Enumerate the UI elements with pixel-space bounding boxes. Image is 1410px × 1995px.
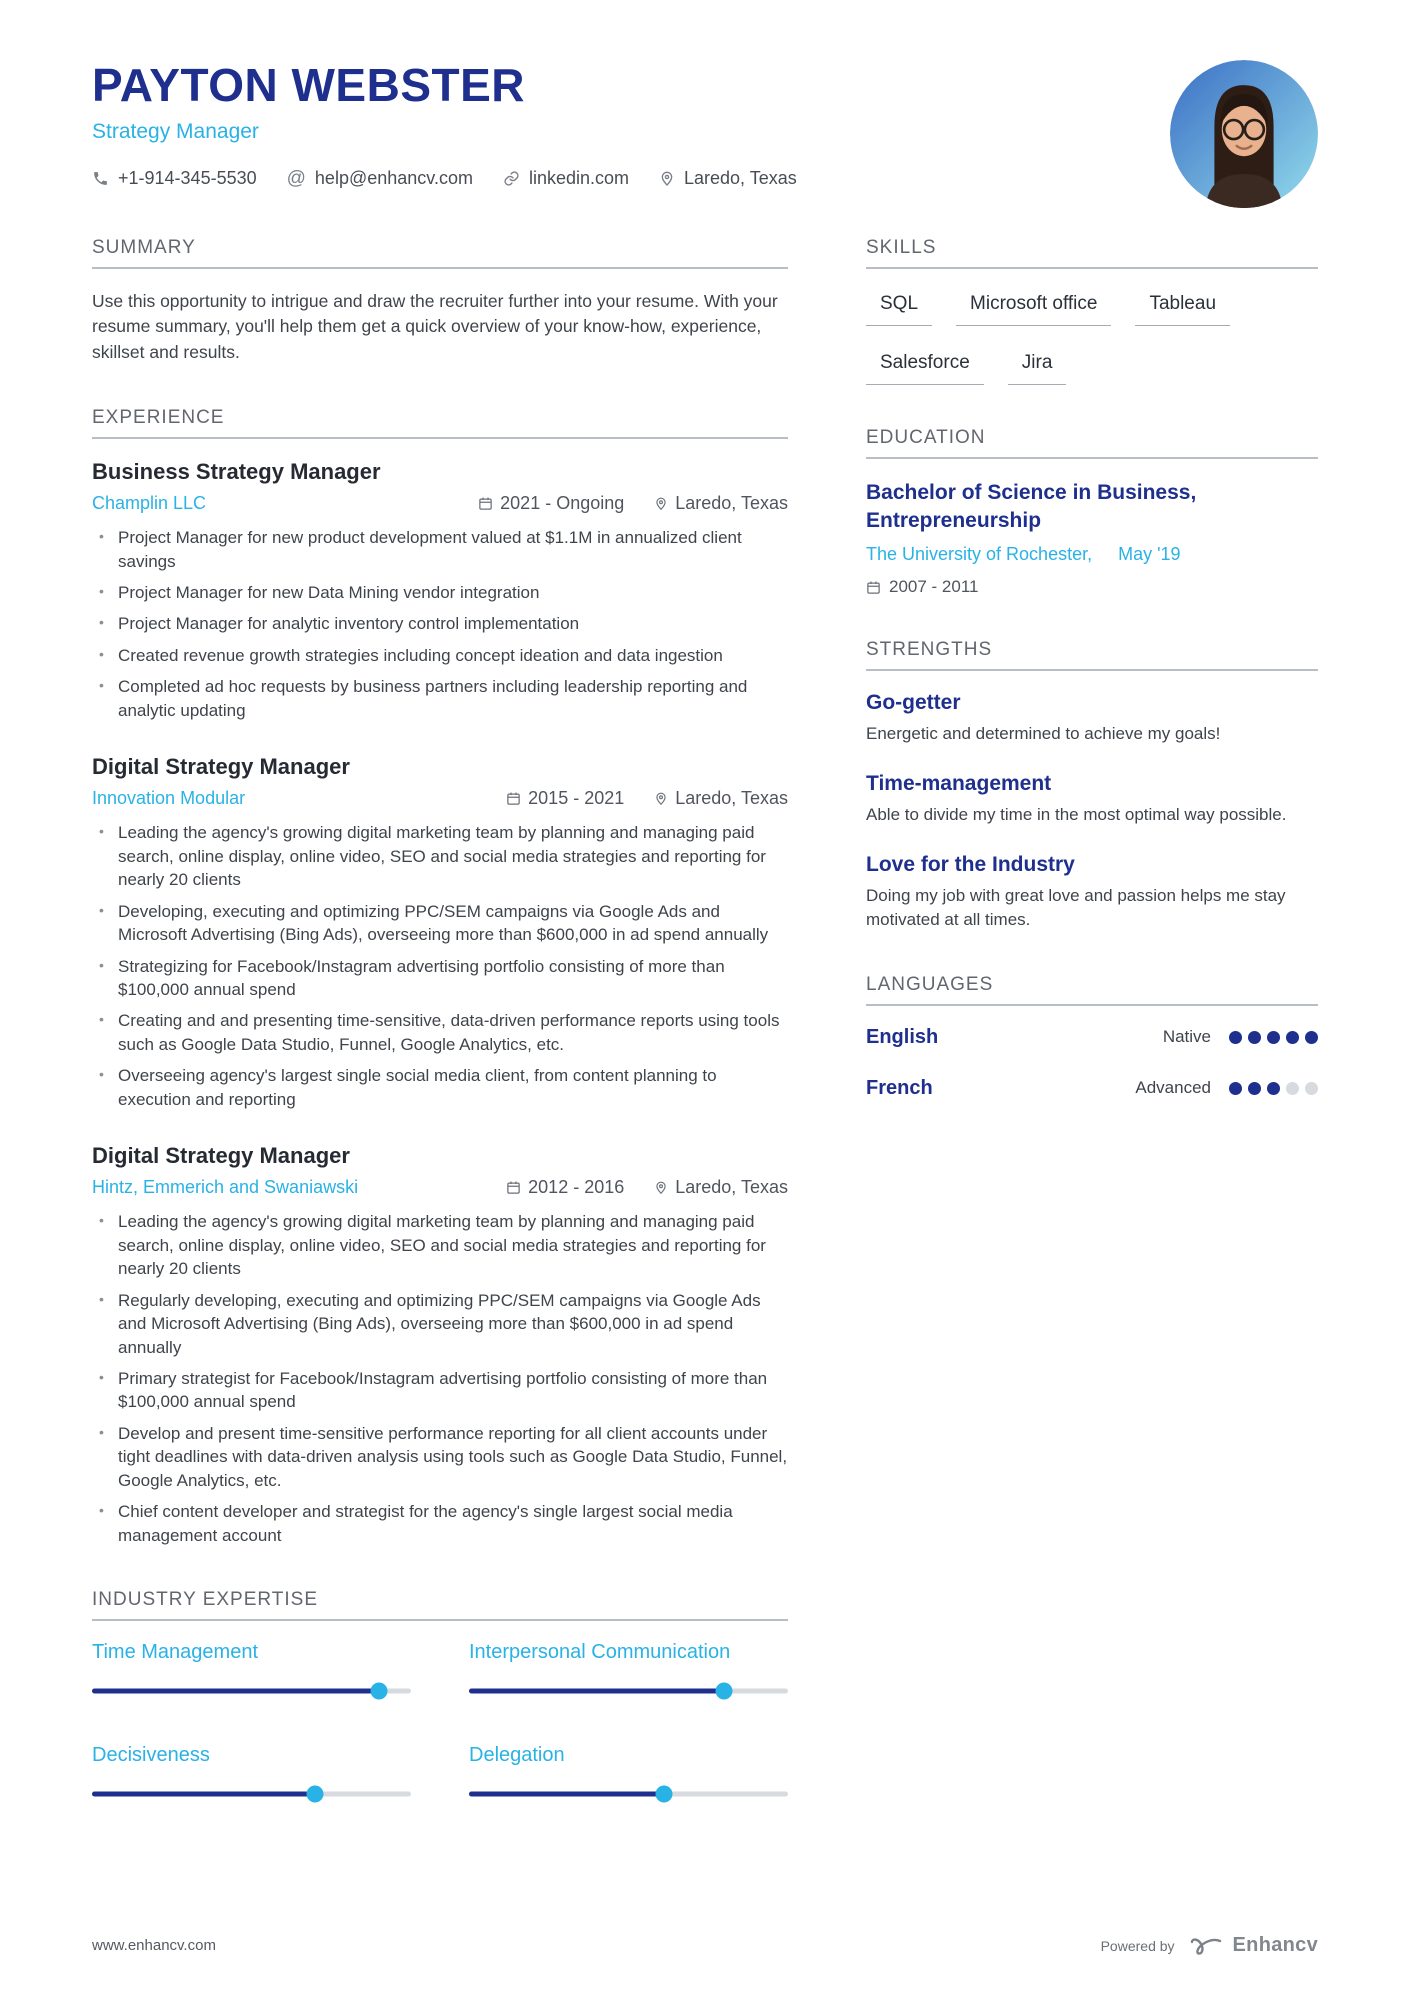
bullet: • Developing, executing and optimizing PPC/SEM campaigns via Google Ads and Microsoft Advertising (Bing Ads), overseeing more than $600,000 in ad spend annually: [92, 900, 788, 947]
job-dates-text: 2012 - 2016: [528, 1177, 625, 1198]
dot: [1267, 1031, 1280, 1044]
company-name: Champlin LLC: [92, 493, 207, 514]
skill-tag: Tableau: [1135, 293, 1230, 326]
expertise-slider: [92, 1682, 411, 1700]
skills-tags: [866, 289, 1318, 385]
bullet: • Created revenue growth strategies including concept ideation and data ingestion: [92, 644, 788, 667]
footer: [92, 1890, 1318, 1957]
bullet: • Strategizing for Facebook/Instagram advertising portfolio consisting of more than $100,000 annual spend: [92, 955, 788, 1002]
footer-brand: [1101, 1934, 1318, 1957]
strength-title: Go-getter: [866, 691, 961, 715]
slider-thumb[interactable]: [655, 1786, 672, 1803]
skill-tag: Jira: [1008, 352, 1067, 385]
graduation-date: May '19: [1118, 544, 1181, 565]
phone-contact: [92, 168, 257, 189]
brand-name: Enhancv: [1232, 1934, 1318, 1956]
dot: [1305, 1031, 1318, 1044]
bullet: • Leading the agency's growing digital marketing team by planning and managing paid search, online display, online video, SEO and social media strategies and reporting for nearly 20 clients: [92, 821, 788, 891]
expertise-grid: [92, 1641, 788, 1803]
calendar-icon: [506, 791, 521, 806]
industry-expertise-heading: INDUSTRY EXPERTISE: [92, 1589, 788, 1621]
strengths-section: [866, 639, 1318, 931]
job-location: [654, 1177, 788, 1198]
slider-fill: [92, 1689, 379, 1694]
job-title: Digital Strategy Manager: [92, 754, 350, 780]
skills-section: [866, 237, 1318, 385]
slider-thumb[interactable]: [716, 1683, 733, 1700]
job-bullets: [92, 1210, 788, 1547]
dot: [1229, 1031, 1242, 1044]
avatar: [1170, 60, 1318, 208]
education-dates-text: 2007 - 2011: [889, 577, 979, 597]
calendar-icon: [478, 496, 493, 511]
enhancv-site-link[interactable]: www.enhancv.com: [92, 1937, 216, 1954]
link-icon: [503, 170, 520, 187]
skills-heading: SKILLS: [866, 237, 1318, 269]
location-icon: [659, 171, 675, 187]
header: [92, 58, 1318, 189]
slider-fill: [469, 1792, 664, 1797]
strength-item: [866, 853, 1318, 932]
strength-title: Love for the Industry: [866, 853, 1075, 877]
location-icon: [654, 1181, 668, 1195]
dot: [1267, 1082, 1280, 1095]
dot: [1248, 1031, 1261, 1044]
dot: [1305, 1082, 1318, 1095]
expertise-item: [92, 1641, 411, 1700]
job-entry: [92, 459, 788, 722]
calendar-icon: [866, 580, 881, 595]
email-contact[interactable]: [287, 168, 473, 189]
strength-text: Doing my job with great love and passion helps me stay motivated at all times.: [866, 886, 1286, 929]
industry-expertise-section: [92, 1589, 788, 1803]
bullet: • Chief content developer and strategist for the agency's single largest social media management account: [92, 1500, 788, 1547]
job-dates: [506, 788, 624, 809]
slider-thumb[interactable]: [307, 1786, 324, 1803]
languages-section: [866, 974, 1318, 1100]
summary-text: Use this opportunity to intrigue and draw the recruiter further into your resume. With your resume summary, you'll help them get a quick overview of your know-how, experience, skillset and results.: [92, 291, 778, 362]
bullet: • Project Manager for analytic inventory control implementation: [92, 612, 788, 635]
company-name: Hintz, Emmerich and Swaniawski: [92, 1177, 359, 1198]
bullet: • Project Manager for new product development valued at $1.1M in annualized client savings: [92, 526, 788, 573]
slider-thumb[interactable]: [371, 1683, 388, 1700]
summary-heading: SUMMARY: [92, 237, 788, 269]
bullet: • Leading the agency's growing digital marketing team by planning and managing paid search, online display, online video, SEO and social media strategies and reporting for nearly 20 clients: [92, 1210, 788, 1280]
language-dots: [1229, 1031, 1318, 1044]
content-columns: [92, 237, 1318, 1845]
job-dates-text: 2015 - 2021: [528, 788, 625, 809]
headline: Strategy Manager: [92, 120, 259, 143]
strengths-heading: STRENGTHS: [866, 639, 1318, 671]
strength-item: [866, 691, 1318, 746]
dot: [1286, 1082, 1299, 1095]
bullet: • Completed ad hoc requests by business partners including leadership reporting and analytic updating: [92, 675, 788, 722]
language-level: Advanced: [1135, 1078, 1211, 1098]
job-bullets: [92, 526, 788, 722]
expertise-slider: [469, 1682, 788, 1700]
powered-by-text: Powered by: [1100, 1937, 1175, 1954]
expertise-slider: [469, 1785, 788, 1803]
job-meta: [92, 1177, 788, 1198]
job-dates: [478, 493, 624, 514]
degree: Bachelor of Science in Business, Entrepreneurship: [866, 481, 1197, 532]
expertise-item: [469, 1641, 788, 1700]
strength-text: Energetic and determined to achieve my goals!: [866, 724, 1221, 744]
expertise-item: [92, 1744, 411, 1803]
bullet: • Project Manager for new Data Mining vendor integration: [92, 581, 788, 604]
education-heading: EDUCATION: [866, 427, 1318, 459]
language-name: French: [866, 1076, 933, 1099]
expertise-label: Decisiveness: [92, 1744, 210, 1767]
bullet: • Overseeing agency's largest single social media client, from content planning to execution and reporting: [92, 1064, 788, 1111]
slider-fill: [92, 1792, 315, 1797]
dot: [1286, 1031, 1299, 1044]
school-name: The University of Rochester,: [866, 544, 1093, 565]
language-dots: [1229, 1082, 1318, 1095]
bullet: • Develop and present time-sensitive performance reporting for all client accounts under tight deadlines with data-driven analysis using tools such as Google Data Studio, Funnel, Google Analytics, etc.: [92, 1422, 788, 1492]
phone-number: +1-914-345-5530: [118, 168, 257, 188]
strength-title: Time-management: [866, 772, 1052, 796]
link-contact[interactable]: [503, 168, 629, 189]
job-dates-text: 2021 - Ongoing: [500, 493, 625, 514]
right-column: [866, 237, 1318, 1845]
education-section: [866, 427, 1318, 597]
dot: [1229, 1082, 1242, 1095]
location-icon: [654, 497, 668, 511]
skill-tag: Microsoft office: [956, 293, 1111, 326]
job-location: [654, 493, 788, 514]
dot: [1248, 1082, 1261, 1095]
calendar-icon: [506, 1180, 521, 1195]
job-dates: [506, 1177, 624, 1198]
expertise-slider: [92, 1785, 411, 1803]
name: PAYTON WEBSTER: [92, 59, 525, 111]
location-text: Laredo, Texas: [684, 168, 797, 188]
experience-section: [92, 407, 788, 1547]
job-title: Digital Strategy Manager: [92, 1143, 350, 1169]
language-name: English: [866, 1025, 939, 1048]
language-level: Native: [1162, 1027, 1211, 1047]
expertise-label: Time Management: [92, 1641, 258, 1664]
bullet: • Primary strategist for Facebook/Instagram advertising portfolio consisting of more than $100,000 annual spend: [92, 1367, 788, 1414]
education-dates: [866, 577, 1318, 597]
job-entry: [92, 754, 788, 1111]
language-row: [866, 1077, 1318, 1100]
job-meta: [92, 788, 788, 809]
job-title: Business Strategy Manager: [92, 459, 381, 485]
job-bullets: [92, 821, 788, 1111]
location-contact: [659, 168, 797, 189]
bullet: • Regularly developing, executing and optimizing PPC/SEM campaigns via Google Ads and Microsoft Advertising (Bing Ads), overseeing more than $600,000 in ad spend annually: [92, 1289, 788, 1359]
expertise-item: [469, 1744, 788, 1803]
enhancv-logo-icon: [1189, 1936, 1223, 1956]
bullet: • Creating and and presenting time-sensitive, data-driven performance reports using tools such as Google Data Studio, Funnel, Google Analytics, etc.: [92, 1009, 788, 1056]
expertise-label: Delegation: [469, 1744, 565, 1767]
job-location-text: Laredo, Texas: [675, 1177, 788, 1198]
skill-tag: Salesforce: [866, 352, 984, 385]
languages-heading: LANGUAGES: [866, 974, 1318, 1006]
phone-icon: [92, 170, 109, 187]
school-row: [866, 544, 1318, 565]
summary-section: [92, 237, 788, 365]
slider-fill: [469, 1689, 724, 1694]
email-icon: @: [286, 168, 306, 189]
job-entry: [92, 1143, 788, 1547]
link-text: linkedin.com: [528, 168, 629, 188]
job-location: [654, 788, 788, 809]
job-location-text: Laredo, Texas: [675, 493, 788, 514]
expertise-label: Interpersonal Communication: [469, 1641, 731, 1664]
contact-row: [92, 168, 1118, 189]
location-icon: [654, 792, 668, 806]
strength-item: [866, 772, 1318, 827]
strength-text: Able to divide my time in the most optimal way possible.: [866, 805, 1287, 825]
job-meta: [92, 493, 788, 514]
profile-photo: [1170, 60, 1318, 208]
skill-tag: SQL: [866, 293, 932, 326]
language-row: [866, 1026, 1318, 1049]
left-column: [92, 237, 788, 1845]
company-name: Innovation Modular: [92, 788, 246, 809]
email-address: help@enhancv.com: [314, 168, 473, 188]
experience-heading: EXPERIENCE: [92, 407, 788, 439]
job-location-text: Laredo, Texas: [675, 788, 788, 809]
